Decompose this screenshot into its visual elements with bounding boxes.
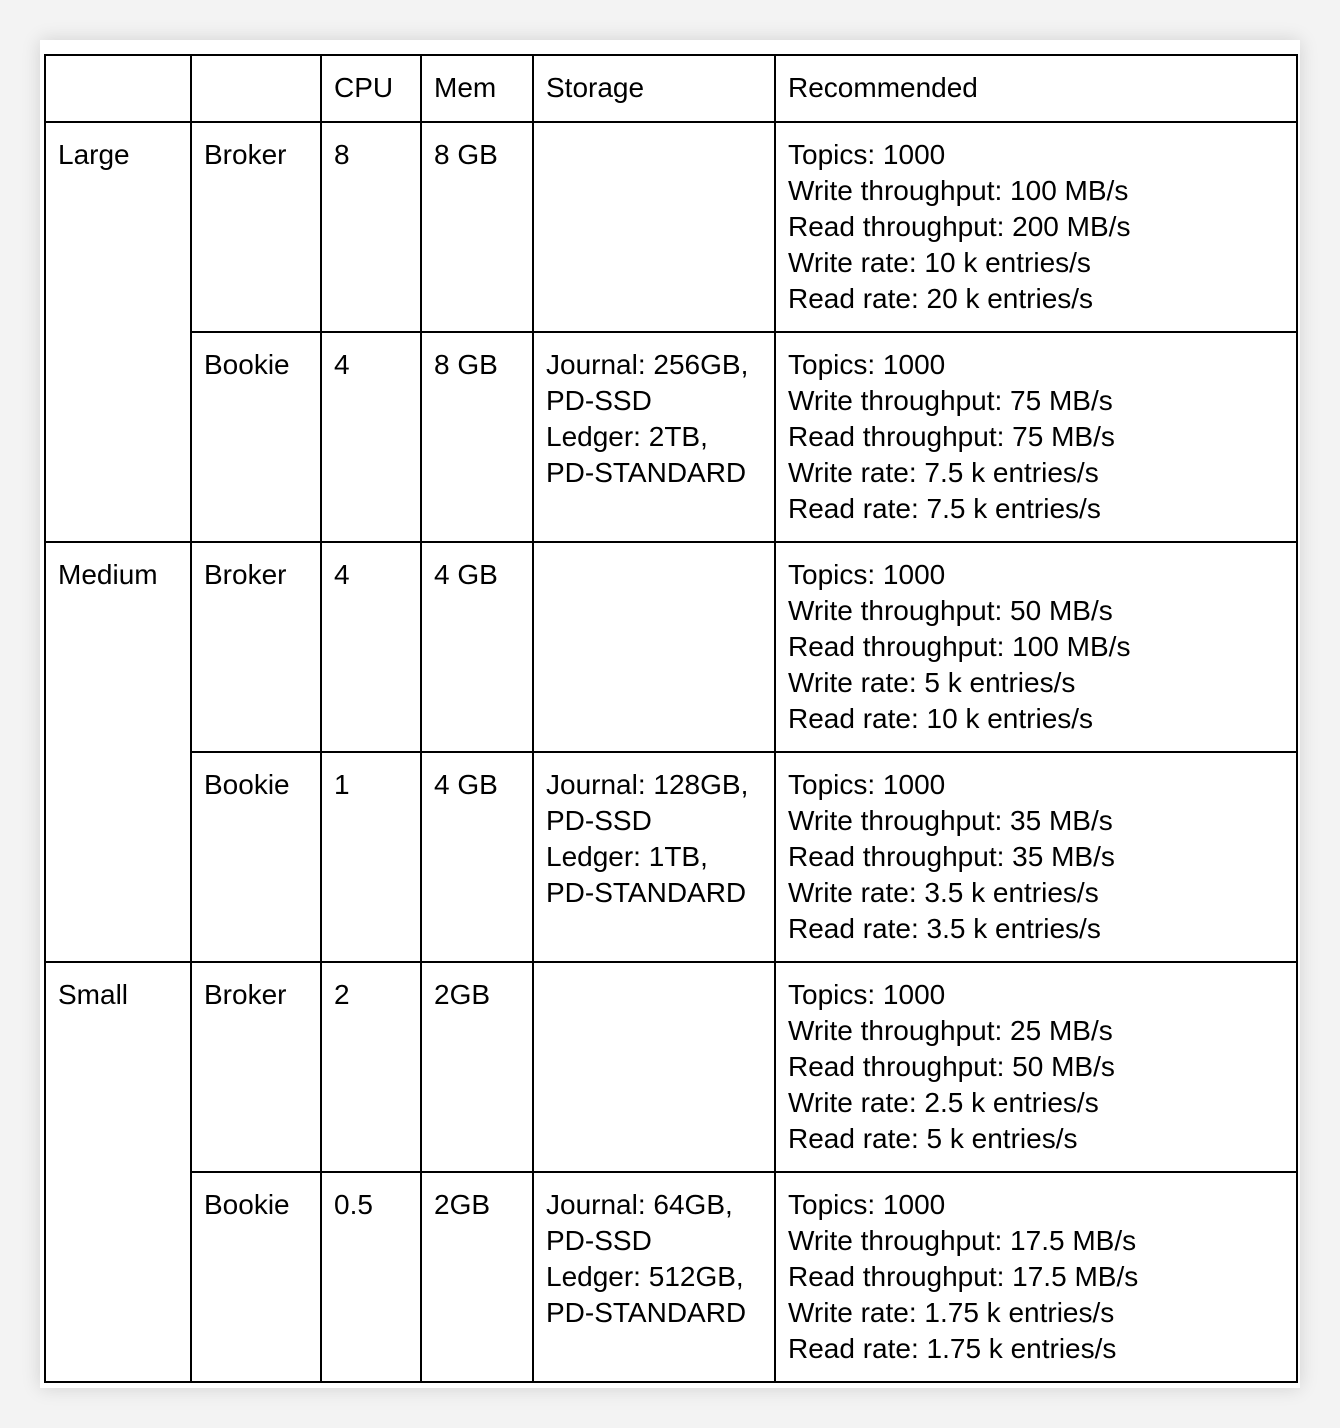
mem-cell: 4 GB — [421, 542, 533, 752]
storage-line: Ledger: 512GB, — [546, 1261, 744, 1292]
recommended-line: Topics: 1000 — [788, 769, 946, 800]
sizing-table — [44, 54, 1298, 1383]
cpu-cell: 2 — [321, 962, 421, 1172]
table-row — [45, 962, 1297, 1172]
cpu-cell: 8 — [321, 122, 421, 332]
storage-line: Ledger: 1TB, — [546, 841, 708, 872]
table-row — [45, 752, 1297, 962]
storage-line: Journal: 128GB, — [546, 769, 749, 800]
mem-cell: 4 GB — [421, 752, 533, 962]
table-row — [45, 332, 1297, 542]
recommended-line: Write rate: 5 k entries/s — [788, 667, 1076, 698]
recommended-line: Read throughput: 200 MB/s — [788, 211, 1131, 242]
storage-line: Journal: 64GB, — [546, 1189, 733, 1220]
recommended-line: Write rate: 1.75 k entries/s — [788, 1297, 1115, 1328]
mem-cell: 8 GB — [421, 332, 533, 542]
storage-line: PD-SSD — [546, 805, 652, 836]
recommended-line: Write throughput: 100 MB/s — [788, 175, 1129, 206]
storage-cell — [533, 752, 775, 962]
cpu-cell: 4 — [321, 332, 421, 542]
storage-line: Journal: 256GB, — [546, 349, 749, 380]
recommended-cell — [775, 752, 1297, 962]
cpu-cell: 0.5 — [321, 1172, 421, 1382]
mem-cell: 8 GB — [421, 122, 533, 332]
recommended-line: Write throughput: 17.5 MB/s — [788, 1225, 1137, 1256]
recommended-line: Read rate: 20 k entries/s — [788, 283, 1094, 314]
recommended-line: Write throughput: 75 MB/s — [788, 385, 1113, 416]
recommended-line: Read throughput: 17.5 MB/s — [788, 1261, 1139, 1292]
recommended-line: Write rate: 10 k entries/s — [788, 247, 1091, 278]
recommended-line: Write rate: 3.5 k entries/s — [788, 877, 1099, 908]
role-cell: Broker — [191, 542, 321, 752]
storage-cell — [533, 542, 775, 752]
recommended-line: Read rate: 10 k entries/s — [788, 703, 1094, 734]
recommended-line: Read rate: 3.5 k entries/s — [788, 913, 1101, 944]
recommended-line: Read rate: 1.75 k entries/s — [788, 1333, 1117, 1364]
recommended-line: Read rate: 7.5 k entries/s — [788, 493, 1101, 524]
role-cell: Broker — [191, 962, 321, 1172]
recommended-line: Write rate: 2.5 k entries/s — [788, 1087, 1099, 1118]
header-storage: Storage — [533, 55, 775, 122]
recommended-line: Read throughput: 100 MB/s — [788, 631, 1131, 662]
header-mem: Mem — [421, 55, 533, 122]
document-sheet — [40, 40, 1300, 1388]
mem-cell: 2GB — [421, 962, 533, 1172]
recommended-line: Topics: 1000 — [788, 139, 946, 170]
size-cell: Medium — [45, 542, 191, 962]
table-row — [45, 1172, 1297, 1382]
role-cell: Bookie — [191, 1172, 321, 1382]
recommended-cell — [775, 962, 1297, 1172]
cpu-cell: 1 — [321, 752, 421, 962]
recommended-line: Read throughput: 35 MB/s — [788, 841, 1115, 872]
storage-line: PD-SSD — [546, 1225, 652, 1256]
recommended-cell — [775, 1172, 1297, 1382]
recommended-line: Read throughput: 50 MB/s — [788, 1051, 1115, 1082]
storage-cell — [533, 332, 775, 542]
role-cell: Bookie — [191, 332, 321, 542]
recommended-line: Write throughput: 25 MB/s — [788, 1015, 1113, 1046]
recommended-line: Topics: 1000 — [788, 559, 946, 590]
recommended-line: Read throughput: 75 MB/s — [788, 421, 1115, 452]
size-cell: Large — [45, 122, 191, 542]
recommended-cell — [775, 332, 1297, 542]
role-cell: Broker — [191, 122, 321, 332]
header-cpu: CPU — [321, 55, 421, 122]
storage-cell — [533, 962, 775, 1172]
recommended-line: Topics: 1000 — [788, 1189, 946, 1220]
table-row — [45, 542, 1297, 752]
header-cell-size — [45, 55, 191, 122]
recommended-cell — [775, 542, 1297, 752]
recommended-line: Topics: 1000 — [788, 349, 946, 380]
header-row — [45, 55, 1297, 122]
role-cell: Bookie — [191, 752, 321, 962]
recommended-line: Write throughput: 35 MB/s — [788, 805, 1113, 836]
storage-line: PD-STANDARD — [546, 457, 747, 488]
recommended-cell — [775, 122, 1297, 332]
mem-cell: 2GB — [421, 1172, 533, 1382]
recommended-line: Write throughput: 50 MB/s — [788, 595, 1113, 626]
storage-cell — [533, 1172, 775, 1382]
header-recommended: Recommended — [775, 55, 1297, 122]
table-row — [45, 122, 1297, 332]
size-cell: Small — [45, 962, 191, 1382]
recommended-line: Read rate: 5 k entries/s — [788, 1123, 1078, 1154]
recommended-line: Write rate: 7.5 k entries/s — [788, 457, 1099, 488]
storage-line: PD-STANDARD — [546, 1297, 747, 1328]
recommended-line: Topics: 1000 — [788, 979, 946, 1010]
storage-line: PD-SSD — [546, 385, 652, 416]
storage-line: Ledger: 2TB, — [546, 421, 708, 452]
storage-cell — [533, 122, 775, 332]
header-cell-role — [191, 55, 321, 122]
cpu-cell: 4 — [321, 542, 421, 752]
storage-line: PD-STANDARD — [546, 877, 747, 908]
